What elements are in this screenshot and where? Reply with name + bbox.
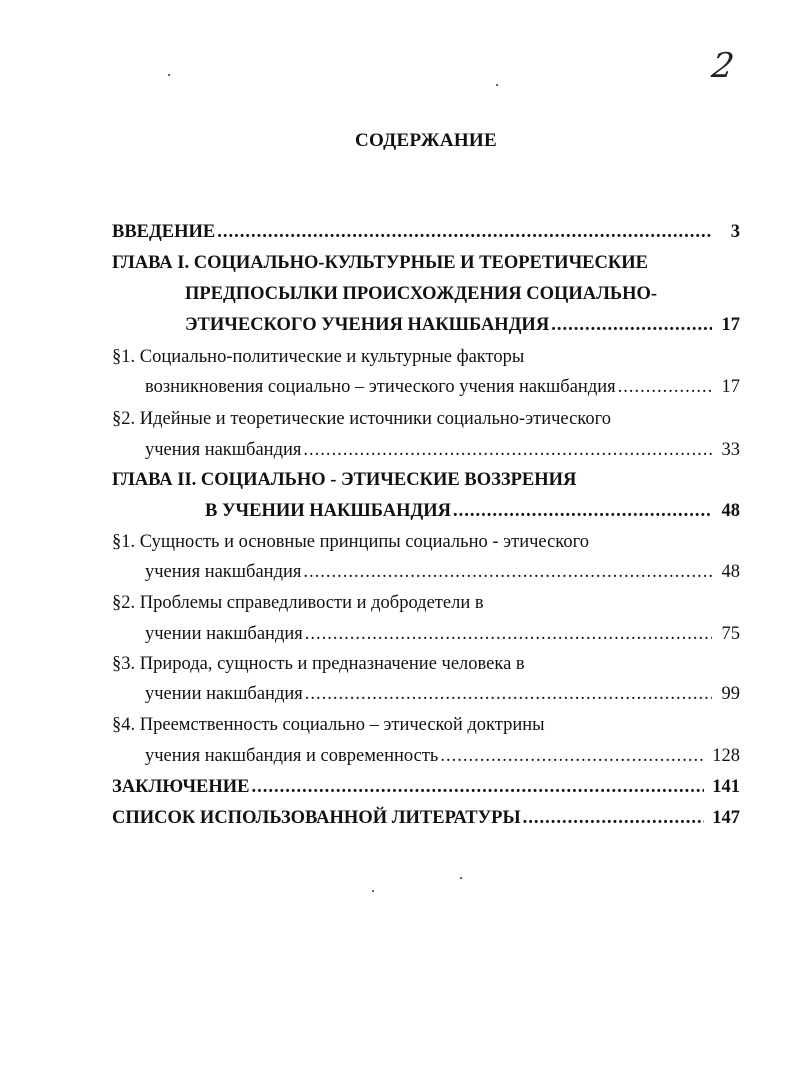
- toc-entry-label: учении накшбандия: [145, 624, 303, 644]
- page-number: 2: [709, 46, 737, 86]
- toc-page-number: 75: [721, 624, 740, 644]
- toc-ch2-section3-cont: [145, 684, 740, 705]
- toc-entry-label: ГЛАВА I. СОЦИАЛЬНО-КУЛЬТУРНЫЕ И ТЕОРЕТИЧЕСКИЕ: [112, 253, 648, 273]
- scan-speck: [372, 890, 374, 892]
- toc-entry-label: ВВЕДЕНИЕ: [112, 222, 216, 242]
- toc-page-number: 147: [712, 808, 740, 828]
- dot-leader: [551, 315, 712, 336]
- toc-page-number: 48: [721, 501, 740, 521]
- toc-ch1-section2-cont: [145, 440, 740, 461]
- toc-page-number: 141: [712, 777, 740, 797]
- toc-ch1-section1[interactable]: [112, 347, 740, 368]
- scan-speck: [496, 84, 498, 86]
- toc-page-number: 3: [730, 222, 740, 242]
- toc-entry-label: §1. Социально-политические и культурные факторы: [112, 347, 525, 367]
- toc-entry-label: учения накшбандия: [145, 562, 302, 582]
- toc-ch2-section2[interactable]: [112, 593, 740, 614]
- dot-leader: [305, 624, 712, 645]
- toc-introduction[interactable]: [112, 222, 740, 243]
- toc-entry-label: ЭТИЧЕСКОГО УЧЕНИЯ НАКШБАНДИЯ: [185, 315, 550, 335]
- scan-speck: [460, 877, 462, 879]
- dot-leader: [440, 746, 704, 767]
- toc-entry-label: В УЧЕНИИ НАКШБАНДИЯ: [205, 501, 451, 521]
- dot-leader: [618, 377, 712, 398]
- toc-entry-label: возникновения социально – этического учения накшбандия: [145, 377, 616, 397]
- toc-page-number: 99: [721, 684, 740, 704]
- toc-entry-label: ГЛАВА II. СОЦИАЛЬНО - ЭТИЧЕСКИЕ ВОЗЗРЕНИЯ: [112, 470, 577, 490]
- toc-chapter2-heading[interactable]: [112, 470, 740, 491]
- toc-ch2-section1[interactable]: [112, 532, 740, 553]
- toc-ch1-section2[interactable]: [112, 409, 740, 430]
- toc-ch2-section4-cont: [145, 746, 740, 767]
- toc-entry-label: учении накшбандия: [145, 684, 303, 704]
- toc-chapter2-heading-end: [205, 501, 740, 522]
- toc-ch2-section3[interactable]: [112, 654, 740, 675]
- toc-chapter1-heading[interactable]: [112, 253, 740, 274]
- toc-entry-label: учения накшбандия и современность: [145, 746, 439, 766]
- toc-entry-label: §4. Преемственность социально – этической доктрины: [112, 715, 545, 735]
- dot-leader: [523, 808, 705, 829]
- dot-leader: [217, 222, 712, 243]
- dot-leader: [303, 562, 712, 583]
- toc-page-number: 17: [721, 315, 740, 335]
- toc-entry-label: §2. Идейные и теоретические источники социально-этического: [112, 409, 611, 429]
- toc-ch2-section1-cont: [145, 562, 740, 583]
- toc-entry-label: учения накшбандия: [145, 440, 302, 460]
- dot-leader: [453, 501, 712, 522]
- page-title: СОДЕРЖАНИЕ: [355, 130, 497, 151]
- toc-ch2-section4[interactable]: [112, 715, 740, 736]
- toc-page-number: 128: [712, 746, 740, 766]
- toc-entry-label: §2. Проблемы справедливости и добродетели в: [112, 593, 484, 613]
- toc-ch2-section2-cont: [145, 624, 740, 645]
- dot-leader: [303, 440, 712, 461]
- dot-leader: [252, 777, 705, 798]
- toc-page-number: 33: [721, 440, 740, 460]
- toc-page-number: 48: [721, 562, 740, 582]
- toc-page-number: 17: [721, 377, 740, 397]
- toc-entry-label: §1. Сущность и основные принципы социально - этического: [112, 532, 589, 552]
- toc-entry-label: СПИСОК ИСПОЛЬЗОВАННОЙ ЛИТЕРАТУРЫ: [112, 808, 521, 828]
- toc-entry-label: ПРЕДПОСЫЛКИ ПРОИСХОЖДЕНИЯ СОЦИАЛЬНО-: [185, 284, 658, 304]
- toc-ch1-section1-cont: [145, 377, 740, 398]
- toc-chapter1-heading-cont: [185, 284, 740, 305]
- dot-leader: [305, 684, 712, 705]
- toc-conclusion[interactable]: [112, 777, 740, 798]
- toc-chapter1-heading-end: [185, 315, 740, 336]
- toc-entry-label: ЗАКЛЮЧЕНИЕ: [112, 777, 250, 797]
- scan-speck: [168, 74, 170, 76]
- toc-entry-label: §3. Природа, сущность и предназначение человека в: [112, 654, 525, 674]
- toc-bibliography[interactable]: [112, 808, 740, 829]
